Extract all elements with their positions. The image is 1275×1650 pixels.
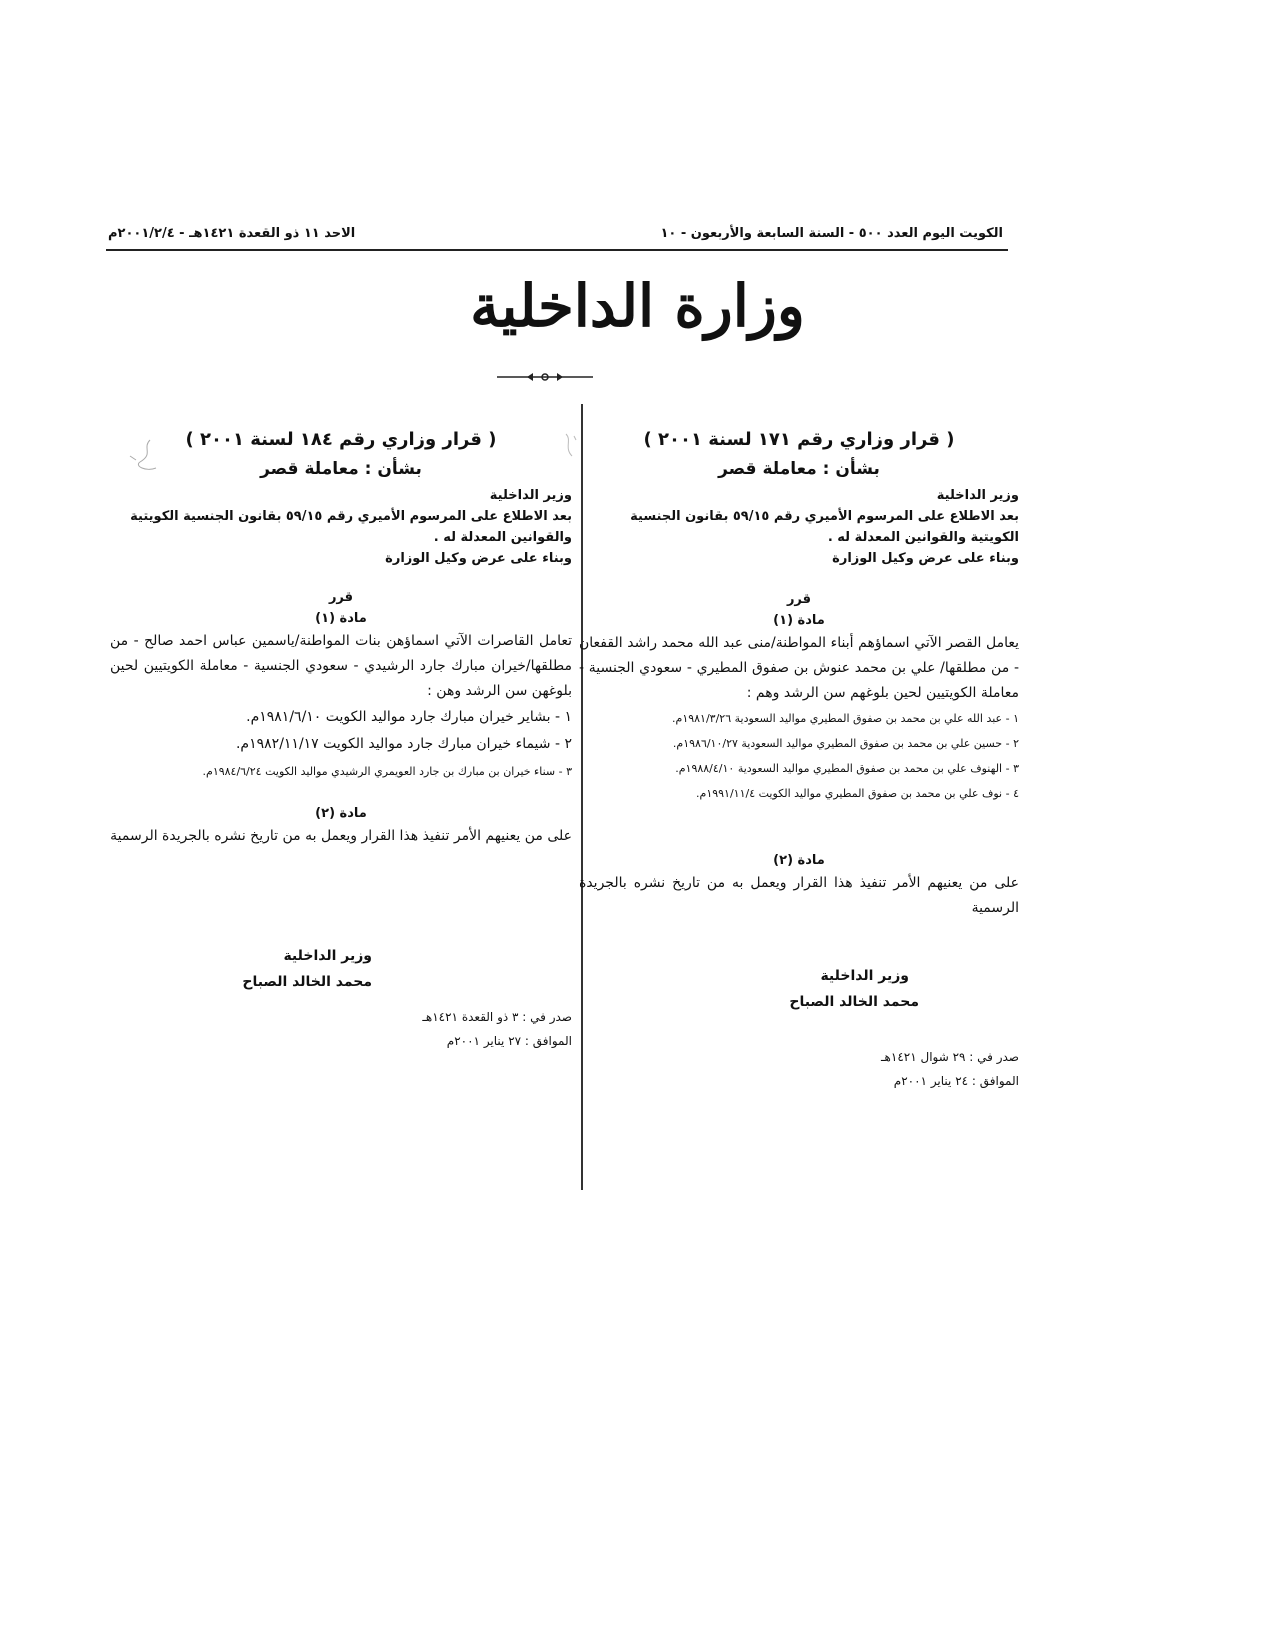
- preamble-law: بعد الاطلاع على المرسوم الأميري رقم ٥٩/١٥ بقانون الجنسية الكويتية والقوانين المعدلة له .: [130, 509, 572, 545]
- decree-subject: بشأن : معاملة قصر: [718, 459, 880, 479]
- decree-184: [110, 425, 572, 1053]
- article-2-heading: مادة (٢): [773, 853, 825, 868]
- issued-date: صدر في : ٣ ذو القعدة ١٤٢١هـ: [422, 1010, 572, 1024]
- list-item: ١ - عبد الله علي بن محمد بن صفوق المطيري مواليد السعودية ١٩٨١/٣/٢٦م.: [672, 712, 1019, 725]
- header-divider: [106, 249, 1008, 251]
- list-item: ٣ - سناء خيران بن مبارك بن جارد العويمري الرشيدي مواليد الكويت ١٩٨٤/٦/٢٤م.: [202, 765, 572, 778]
- corresponding-date: الموافق : ٢٤ يناير ٢٠٠١م: [893, 1074, 1019, 1088]
- signature-title: وزير الداخلية: [283, 948, 372, 964]
- preamble-law: بعد الاطلاع على المرسوم الأميري رقم ٥٩/١٥ بقانون الجنسية الكويتية والقوانين المعدلة له .: [630, 509, 1019, 545]
- minors-list: [110, 704, 572, 785]
- header-date: الاحد ١١ ذو القعدة ١٤٢١هـ - ٢٠٠١/٢/٤م: [108, 226, 356, 241]
- list-item: ١ - بشاير خيران مبارك جارد مواليد الكويت ١٩٨١/٦/١٠م.: [246, 709, 572, 725]
- article-2-text: على من يعنيهم الأمر تنفيذ هذا القرار ويعمل به من تاريخ نشره بالجريدة الرسمية: [110, 828, 572, 844]
- signature-name: محمد الخالد الصباح: [789, 994, 919, 1010]
- issued-date: صدر في : ٢٩ شوال ١٤٢١هـ: [881, 1050, 1019, 1064]
- article-1-text: تعامل القاصرات الآتي اسماؤهن بنات المواطنة/ياسمين عباس احمد صالح - من مطلقها/خيران مبارك جارد الرشيدي - سعودي الجنسية - معاملة الكويتيين لحين بلوغهن سن الرشد وهن :: [110, 633, 572, 699]
- article-1-text: يعامل القصر الآتي اسماؤهم أبناء المواطنة/منى عبد الله محمد راشد القفعان - من مطلقها/ علي بن محمد عنوش بن صفوق المطيري - سعودي الجنسية - معاملة الكويتيين لحين بلوغهم سن الرشد وهم :: [579, 635, 1019, 701]
- decided-heading: قرر: [786, 592, 812, 607]
- decree-171: [579, 425, 1019, 1093]
- article-1-heading: مادة (١): [315, 611, 367, 626]
- preamble-proposal: وبناء على عرض وكيل الوزارة: [832, 551, 1019, 566]
- corresponding-date: الموافق : ٢٧ يناير ٢٠٠١م: [446, 1034, 572, 1048]
- article-1-heading: مادة (١): [773, 613, 825, 628]
- minister-heading: وزير الداخلية: [936, 488, 1019, 503]
- list-item: ٣ - الهنوف علي بن محمد بن صفوق المطيري مواليد السعودية ١٩٨٨/٤/١٠م.: [675, 762, 1019, 775]
- decree-title: ( قرار وزاري رقم ١٧١ لسنة ٢٠٠١ ): [643, 429, 955, 450]
- decree-subject: بشأن : معاملة قصر: [260, 459, 422, 479]
- decided-heading: قرر: [328, 590, 354, 605]
- decree-title: ( قرار وزاري رقم ١٨٤ لسنة ٢٠٠١ ): [185, 429, 497, 450]
- ministry-title: وزارة الداخلية: [470, 272, 805, 340]
- signature-name: محمد الخالد الصباح: [242, 974, 372, 990]
- list-item: ٢ - شيماء خيران مبارك جارد مواليد الكويت ١٩٨٢/١١/١٧م.: [235, 736, 572, 752]
- article-2-heading: مادة (٢): [315, 806, 367, 821]
- article-2-text: على من يعنيهم الأمر تنفيذ هذا القرار ويعمل به من تاريخ نشره بالجريدة الرسمية: [579, 875, 1019, 916]
- signature-title: وزير الداخلية: [820, 968, 909, 984]
- ornament-divider-icon: [497, 370, 593, 384]
- header-issue-info: الكويت اليوم العدد ٥٠٠ - السنة السابعة والأربعون - ١٠: [660, 226, 1003, 241]
- preamble-proposal: وبناء على عرض وكيل الوزارة: [385, 551, 572, 566]
- minister-heading: وزير الداخلية: [489, 488, 572, 503]
- list-item: ٤ - نوف علي بن محمد بن صفوق المطيري مواليد الكويت ١٩٩١/١١/٤م.: [696, 787, 1019, 800]
- list-item: ٢ - حسين علي بن محمد بن صفوق المطيري مواليد السعودية ١٩٨٦/١٠/٢٧م.: [672, 737, 1019, 750]
- minors-list: [579, 706, 1019, 806]
